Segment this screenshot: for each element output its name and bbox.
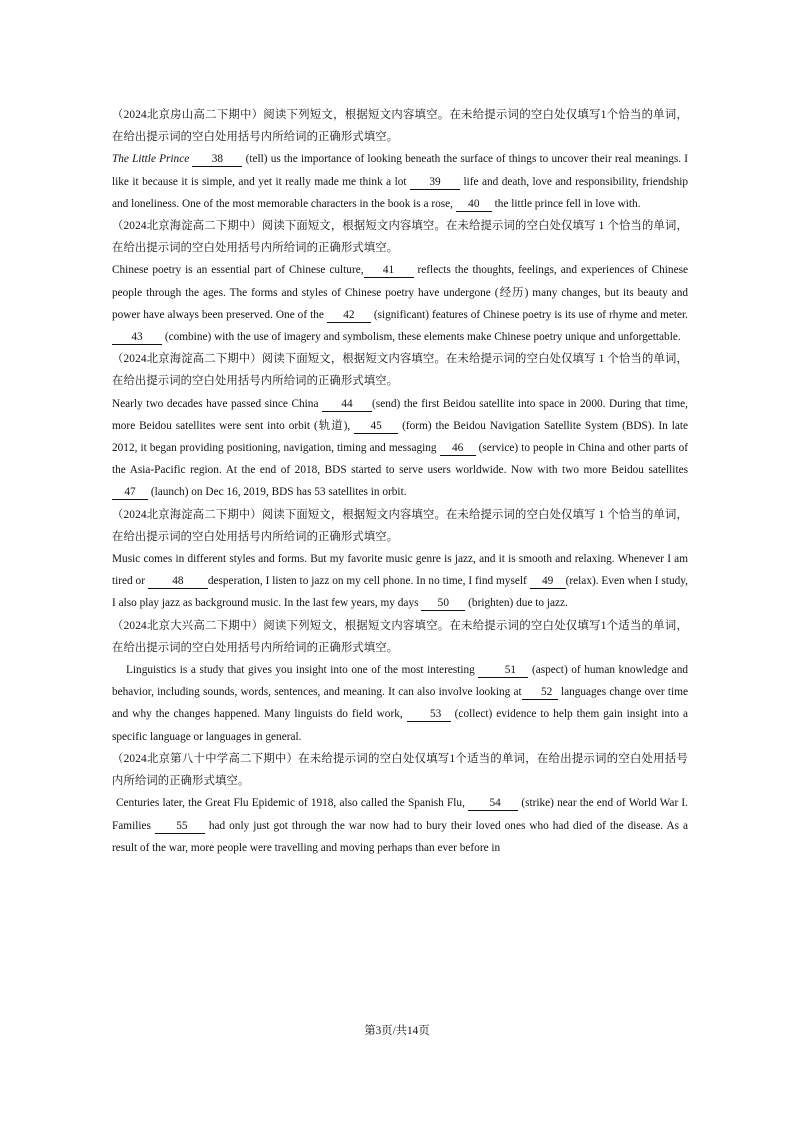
blank-52[interactable]: 52 — [522, 686, 558, 700]
blank-41[interactable]: 41 — [364, 264, 414, 278]
section-instruction: （2024北京大兴高二下期中）阅读下列短文，根据短文内容填空。在未给提示词的空白处仅填写1个适当的单词，在给出提示词的空白处用括号内所给词的正确形式填空。 — [112, 619, 688, 654]
page-number: 第3页/共14页 — [364, 1025, 430, 1037]
blank-45[interactable]: 45 — [354, 420, 398, 434]
blank-42[interactable]: 42 — [327, 309, 371, 323]
section-instruction: （2024北京海淀高二下期中）阅读下面短文，根据短文内容填空。在未给提示词的空白处仅填写 1 个恰当的单词，在给出提示词的空白处用括号内所给词的正确形式填空。 — [112, 508, 688, 543]
blank-44[interactable]: 44 — [322, 398, 372, 412]
blank-40[interactable]: 40 — [456, 198, 492, 212]
passage-jazz: Music comes in different styles and forms. But my favorite music genre is jazz, and it is smooth and relaxing. Whenever I am tired or 48 desperation, I listen to jazz on my cell phone. In no time, I find myself 49 (relax). Even when I study, I also play jazz as background music. In the last few years, my days 50 (brighten) due to jazz. — [112, 553, 689, 610]
passage-beidou: Nearly two decades have passed since China 44 (send) the first Beidou satellite into space in 2000. During that time, more Beidou satellites were sent into orbit (轨道), 45 (form) the Beidou Navigation Satellite System (BDS). In late 2012, it began providing positioning, navigation, timing and messaging 46 (service) to people in China and other parts of the Asia-Pacific region. At the end of 2018, BDS started to serve users worldwide. Now with two more Beidou satellites 47 (launch) on Dec 16, 2019, BDS has 53 satellites in orbit. — [112, 397, 689, 499]
blank-47[interactable]: 47 — [112, 486, 148, 500]
section-instruction: （2024北京房山高二下期中）阅读下列短文，根据短文内容填空。在未给提示词的空白处仅填写1个恰当的单词，在给出提示词的空白处用括号内所给词的正确形式填空。 — [112, 109, 688, 144]
blank-49[interactable]: 49 — [530, 575, 566, 589]
blank-46[interactable]: 46 — [440, 442, 476, 456]
blank-54[interactable]: 54 — [468, 797, 518, 811]
passage-spanish-flu: Centuries later, the Great Flu Epidemic of 1918, also called the Spanish Flu, 54 (strike) near the end of World War I. Families 55 had only just got through the war now had to bury their loved ones who had died of the disease. As a result of the war, more people were travelling and moving perhaps than ever before in — [112, 797, 688, 854]
passage-little-prince: The Little Prince 38 (tell) us the importance of looking beneath the surface of things to uncover their real meanings. I like it because it is simple, and yet it really made me think a lot 39 life and death, love and responsibility, friendship and loneliness. One of the most memorable characters in the book is a rose, 40 the little prince fell in love with. — [112, 153, 689, 210]
blank-55[interactable]: 55 — [155, 820, 205, 834]
book-title: The Little Prince — [112, 153, 190, 166]
blank-53[interactable]: 53 — [407, 708, 451, 722]
blank-51[interactable]: 51 — [478, 664, 528, 678]
blank-39[interactable]: 39 — [410, 176, 460, 190]
blank-38[interactable]: 38 — [192, 153, 242, 167]
passage-chinese-poetry: Chinese poetry is an essential part of Chinese culture, 41 reflects the thoughts, feelings, and experiences of Chinese people through the ages. The forms and styles of Chinese poetry have undergone (经历) many changes, but its beauty and power have always been preserved. One of the 42 (significant) features of Chinese poetry is its use of rhyme and meter. 43 (combine) with the use of imagery and symbolism, these elements make Chinese poetry unique and unforgettable. — [112, 264, 689, 344]
blank-50[interactable]: 50 — [421, 597, 465, 611]
section-instruction: （2024北京海淀高二下期中）阅读下面短文，根据短文内容填空。在未给提示词的空白处仅填写 1 个恰当的单词，在给出提示词的空白处用括号内所给词的正确形式填空。 — [112, 353, 688, 388]
document-body — [112, 104, 688, 859]
section-instruction: （2024北京第八十中学高二下期中）在未给提示词的空白处仅填写1个适当的单词，在给出提示词的空白处用括号内所给词的正确形式填空。 — [112, 752, 688, 788]
passage-linguistics: Linguistics is a study that gives you insight into one of the most interesting 51 (aspect) of human knowledge and behavior, including sounds, words, sentences, and meaning. It can also involve looking at 52 languages change over time and why the changes happened. Many linguists do field work, 53 (collect) evidence to help them gain insight into a specific language or languages in general. — [112, 664, 688, 743]
blank-43[interactable]: 43 — [112, 331, 162, 345]
section-instruction: （2024北京海淀高二下期中）阅读下面短文，根据短文内容填空。在未给提示词的空白处仅填写 1 个恰当的单词，在给出提示词的空白处用括号内所给词的正确形式填空。 — [112, 220, 688, 255]
blank-48[interactable]: 48 — [148, 575, 208, 589]
